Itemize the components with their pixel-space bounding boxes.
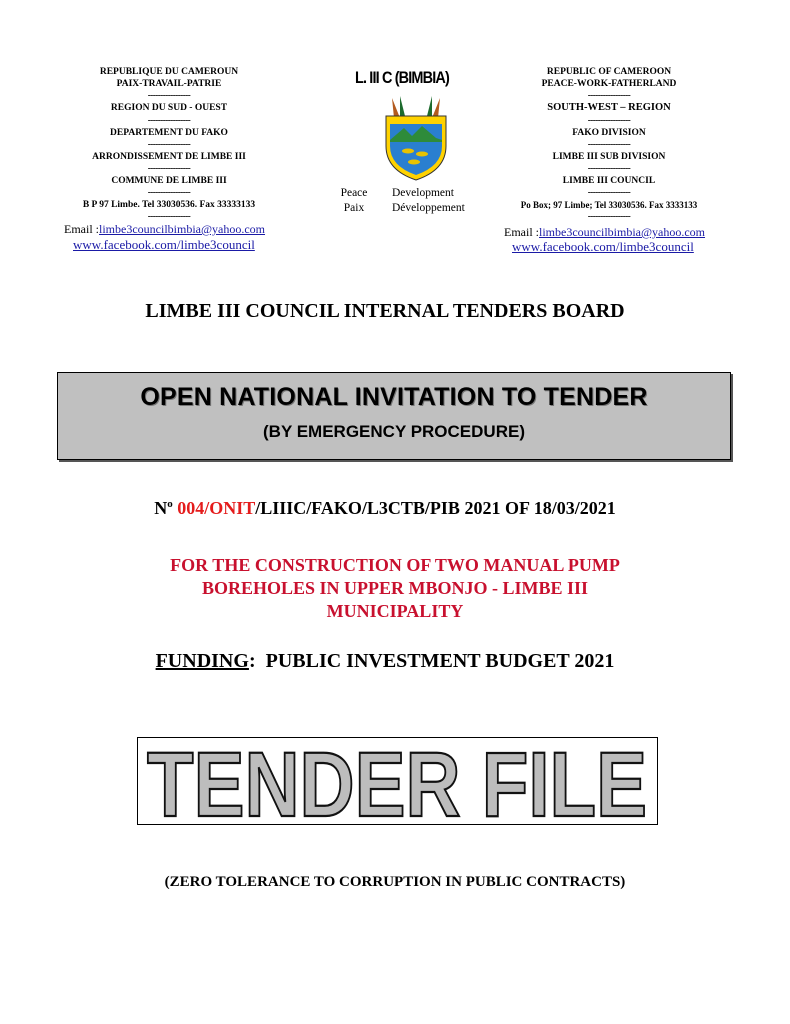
motto-line: Développement bbox=[392, 201, 465, 214]
tender-file-title: TENDER FILE bbox=[147, 734, 647, 836]
tender-banner bbox=[57, 372, 731, 460]
header-separator: ----------------- bbox=[147, 90, 191, 101]
tender-purpose bbox=[120, 554, 670, 623]
header-line: DEPARTEMENT DU FAKO bbox=[110, 127, 228, 138]
header-line: PAIX-TRAVAIL-PATRIE bbox=[116, 79, 222, 90]
banner-title: OPEN NATIONAL INVITATION TO TENDER bbox=[140, 383, 648, 411]
right-email-link[interactable]: limbe3councilbimbia@yahoo.com bbox=[539, 225, 706, 239]
header-separator: ----------------- bbox=[147, 163, 191, 174]
board-title: LIMBE III COUNCIL INTERNAL TENDERS BOARD bbox=[145, 300, 625, 322]
logo-title: L. III C (BIMBIA) bbox=[355, 68, 449, 87]
right-facebook bbox=[512, 239, 694, 255]
header-separator: ----------------- bbox=[587, 211, 631, 222]
funding-line bbox=[0, 650, 770, 673]
header-line: COMMUNE DE LIMBE III bbox=[111, 176, 227, 187]
funding-label: FUNDING bbox=[155, 650, 249, 672]
ref-sup: o bbox=[167, 498, 173, 510]
header-line: LIMBE III COUNCIL bbox=[562, 176, 656, 187]
header-separator: ----------------- bbox=[147, 138, 191, 149]
header-separator: ----------------- bbox=[147, 211, 191, 222]
header-line: B P 97 Limbe. Tel 33030536. Fax 33333133 bbox=[82, 200, 256, 211]
funding-value: PUBLIC INVESTMENT BUDGET 2021 bbox=[265, 650, 615, 672]
header-line: PEACE-WORK-FATHERLAND bbox=[541, 79, 677, 90]
zero-tolerance-note: (ZERO TOLERANCE TO CORRUPTION IN PUBLIC CONTRACTS) bbox=[164, 874, 626, 890]
tender-file-art bbox=[138, 734, 657, 836]
header-line: REPUBLIC OF CAMEROON bbox=[546, 67, 672, 77]
purpose-line: BOREHOLES IN UPPER MBONJO - LIMBE III bbox=[201, 578, 589, 598]
left-email bbox=[64, 222, 265, 237]
header-line: Po Box; 97 Limbe; Tel 33030536. Fax 3333133 bbox=[520, 200, 698, 211]
right-email bbox=[504, 225, 705, 240]
motto-line: Paix bbox=[343, 201, 365, 214]
right-facebook-link[interactable]: www.facebook.com/limbe3council bbox=[512, 239, 694, 254]
header-separator: ----------------- bbox=[147, 114, 191, 125]
left-email-link[interactable]: limbe3councilbimbia@yahoo.com bbox=[99, 222, 266, 236]
banner-subtitle: (BY EMERGENCY PROCEDURE) bbox=[263, 422, 525, 441]
header-separator: ----------------- bbox=[587, 187, 631, 198]
funding-colon: : bbox=[248, 650, 256, 672]
purpose-line: FOR THE CONSTRUCTION OF TWO MANUAL PUMP bbox=[170, 555, 620, 575]
motto-peace bbox=[336, 186, 372, 215]
motto-line: Peace bbox=[340, 187, 368, 199]
council-crest-icon bbox=[378, 96, 454, 182]
header-separator: ----------------- bbox=[587, 90, 631, 101]
purpose-line: MUNICIPALITY bbox=[326, 601, 464, 621]
left-facebook-link[interactable]: www.facebook.com/limbe3council bbox=[73, 237, 255, 252]
header-line: REGION DU SUD - OUEST bbox=[110, 103, 228, 114]
email-label: Email : bbox=[504, 225, 539, 239]
ref-number: 004/ONIT bbox=[177, 498, 256, 518]
ref-prefix: N bbox=[154, 498, 168, 518]
tender-file-box bbox=[137, 734, 658, 836]
header-line: REPUBLIQUE DU CAMEROUN bbox=[99, 67, 239, 77]
motto-line: Development bbox=[392, 187, 454, 199]
email-label: Email : bbox=[64, 222, 99, 236]
header-separator: ----------------- bbox=[587, 114, 631, 125]
header-line: LIMBE III SUB DIVISION bbox=[552, 151, 666, 162]
header-line: ARRONDISSEMENT DE LIMBE III bbox=[92, 151, 246, 162]
ref-rest: /LIIIC/FAKO/L3CTB/PIB 2021 OF 18/03/2021 bbox=[255, 498, 616, 518]
header-line: SOUTH-WEST – REGION bbox=[547, 102, 671, 114]
motto-development bbox=[392, 186, 492, 215]
right-header bbox=[500, 66, 718, 223]
header-separator: ----------------- bbox=[147, 187, 191, 198]
header-line: FAKO DIVISION bbox=[572, 127, 646, 138]
tender-reference bbox=[0, 498, 770, 519]
header-separator: ----------------- bbox=[587, 138, 631, 149]
left-header bbox=[62, 66, 276, 223]
left-facebook bbox=[73, 237, 255, 253]
header-separator: ----------------- bbox=[587, 163, 631, 174]
